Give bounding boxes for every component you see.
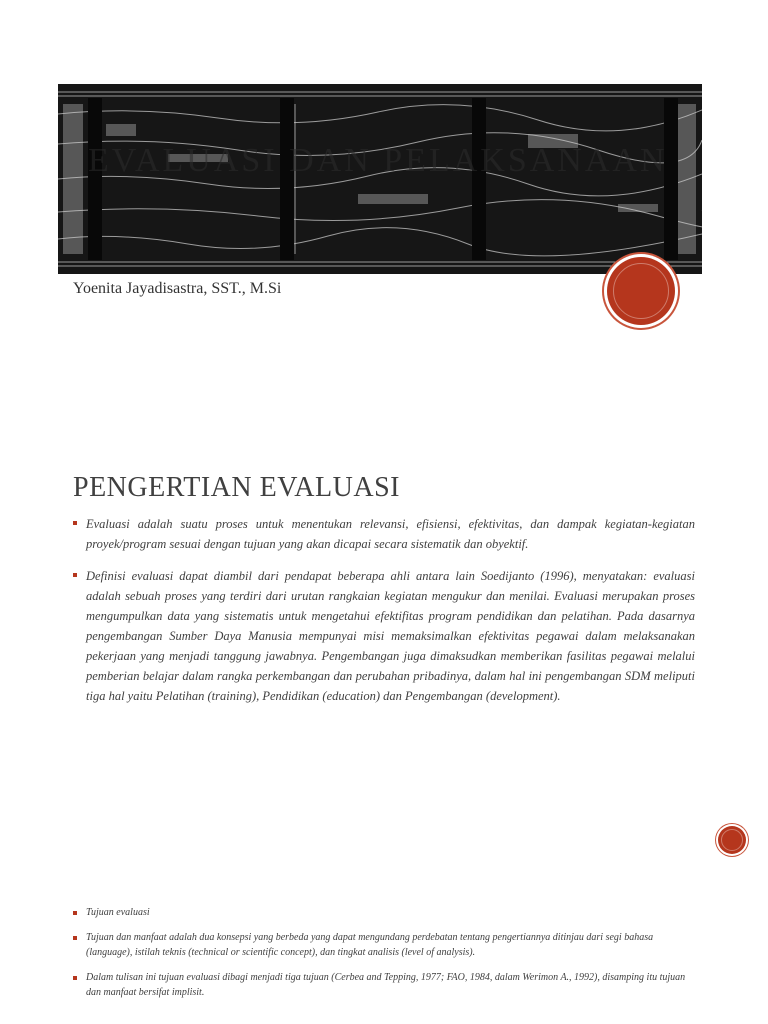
banner-title: EVALUASI DAN PELAKSANAAN <box>88 142 668 179</box>
decorative-circle <box>607 257 675 325</box>
list-item: Definisi evaluasi dapat diambil dari pendapat beberapa ahli antara lain Soedijanto (1996), menyatakan: evaluasi adalah sebuah proses yang terdiri dari urutan rangkaian kegiatan mengukur dan menilai. Evaluasi merupakan proses mengumpulkan data yang sistematis untuk mengetahui efektifitas program pendidikan dan pelatihan. Pada dasarnya pengembangan Sumber Daya Manusia mempunyai misi memaksimalkan efektivitas pegawai dalam melaksanakan pekerjaan yang menjadi tanggung jawabnya. Pengembangan juga dimaksudkan memberikan fasilitas pegawai melalui pemberian belajar dalam rangka perkembangan dan perubahan pribadinya, dalam hal ini pengembangan SDM meliputi tiga hal yaitu Pelatihan (training), Pendidikan (education) dan Pengembangan (development). <box>73 566 695 706</box>
list-item: Tujuan dan manfaat adalah dua konsepsi yang berbeda yang dapat mengundang perdebatan tentang pengertiannya ditinjau dari segi bahasa (language), istilah teknis (technical or scientific concept), dan tingkat analisis (level of analysis). <box>73 930 695 961</box>
section-title: PENGERTIAN EVALUASI <box>73 472 400 503</box>
list-item: Dalam tulisan ini tujuan evaluasi dibagi menjadi tiga tujuan (Cerbea and Tepping, 1977; FAO, 1984, dalam Werimon A., 1992), disamping itu tujuan dan manfaat bersifat implisit. <box>73 970 695 1001</box>
list-item: Tujuan evaluasi <box>73 905 695 921</box>
decorative-circle <box>718 826 746 854</box>
title-banner <box>58 84 702 274</box>
author-name: Yoenita Jayadisastra, SST., M.Si <box>73 280 282 297</box>
list-item: Evaluasi adalah suatu proses untuk menentukan relevansi, efisiensi, efektivitas, dan dampak kegiatan-kegiatan proyek/program sesuai dengan tujuan yang akan dicapai secara sistematik dan obyektif. <box>73 514 695 554</box>
definition-list <box>73 514 695 718</box>
purpose-list <box>73 905 695 1010</box>
